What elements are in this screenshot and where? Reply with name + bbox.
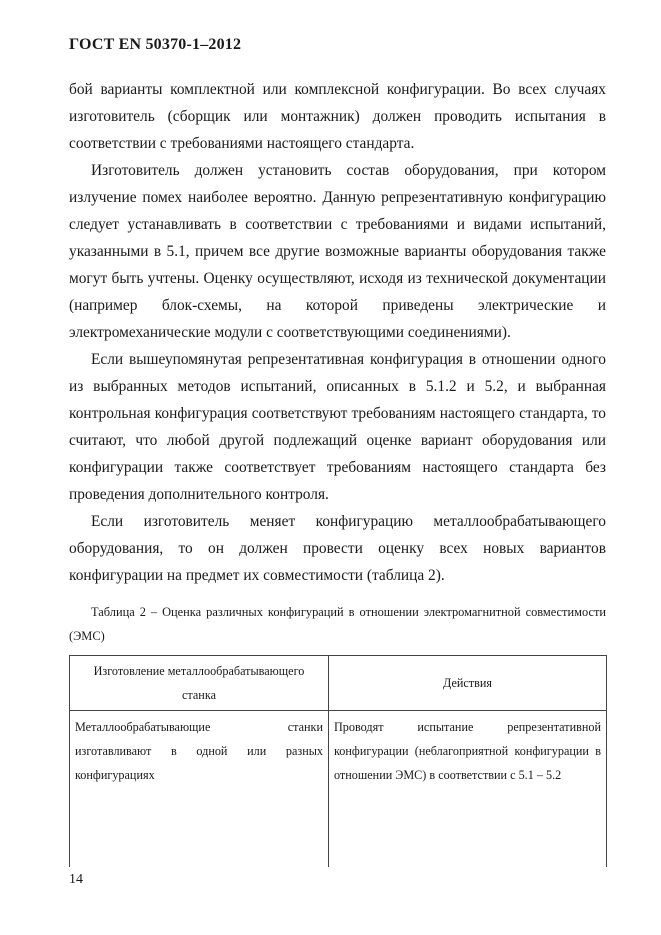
body-text	[69, 76, 606, 589]
table-cell: Металлообрабатывающие станки изготавливают в одной или разных конфигурациях	[70, 711, 329, 868]
table-header-cell: Действия	[329, 656, 607, 711]
configuration-table	[69, 655, 607, 867]
table-caption: Таблица 2 – Оценка различных конфигураций в отношении электромагнитной совместимости (ЭМС)	[69, 605, 606, 643]
table-row	[70, 711, 607, 868]
paragraph: Если изготовитель меняет конфигурацию металлообрабатывающего оборудования, то он должен провести оценку всех новых вариантов конфигурации на предмет их совместимости (таблица 2).	[69, 513, 606, 584]
table-header-cell: Изготовление металлообрабатывающего станка	[70, 656, 329, 711]
paragraph: Изготовитель должен установить состав оборудования, при котором излучение помех наиболее вероятно. Данную репрезентативную конфигурацию следует устанавливать в соответствии с требованиями и видами испытаний, указанными в 5.1, причем все другие возможные варианты оборудования также могут быть учтены. Оценку осуществляют, исходя из технической документации (например блок-схемы, на которой приведены электрические и электромеханические модули с соответствующими соединениями).	[69, 162, 606, 341]
page-number: 14	[69, 872, 83, 887]
document-header: ГОСТ EN 50370-1–2012	[69, 36, 242, 53]
paragraph: Если вышеупомянутая репрезентативная конфигурация в отношении одного из выбранных методов испытаний, описанных в 5.1.2 и 5.2, и выбранная контрольная конфигурация соответствуют требованиям настоящего стандарта, то считают, что любой другой подлежащий оценке вариант оборудования или конфигурации также соответствует требованиям настоящего стандарта без проведения дополнительного контроля.	[69, 351, 606, 503]
table-cell: Проводят испытание репрезентативной конфигурации (неблагоприятной конфигурации в отношении ЭМС) в соответствии с 5.1 – 5.2	[329, 711, 607, 868]
table-header-row	[70, 656, 607, 711]
paragraph-continuation: бой варианты комплектной или комплексной конфигурации. Во всех случаях изготовитель (сборщик или монтажник) должен проводить испытания в соответствии с требованиями настоящего стандарта.	[69, 81, 606, 152]
